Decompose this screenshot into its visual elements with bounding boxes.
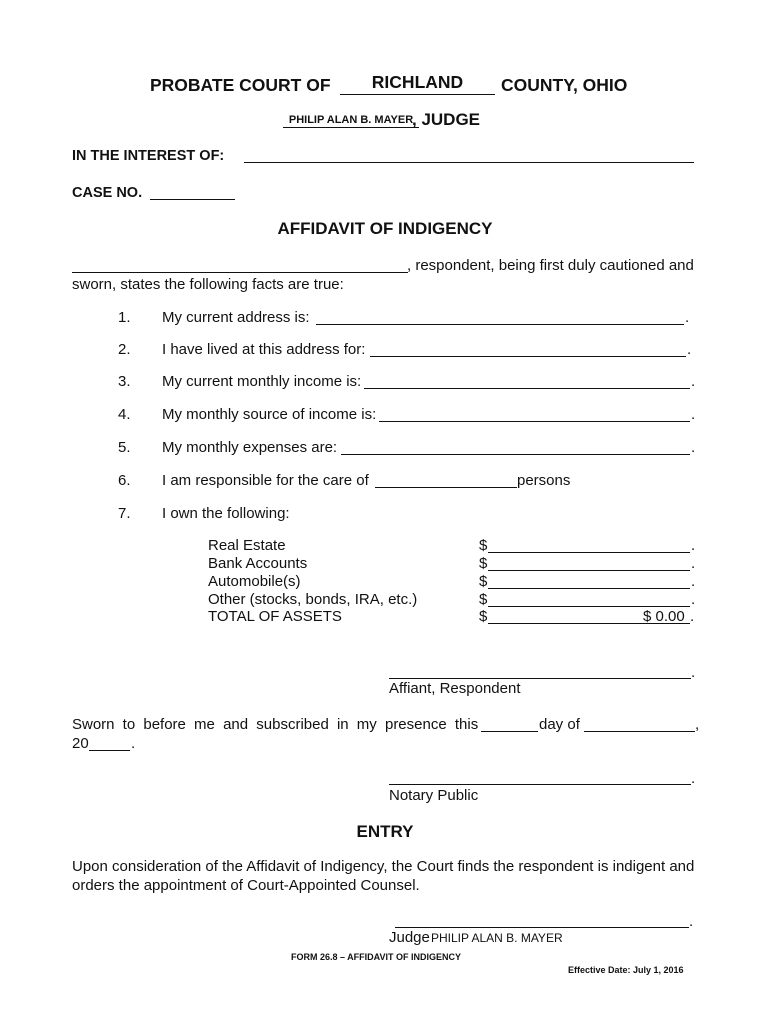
- item-2-end: .: [687, 341, 692, 358]
- asset-other-end: .: [691, 591, 696, 608]
- judge-name-underline: [283, 127, 419, 128]
- case-no-label: CASE NO.: [72, 185, 143, 201]
- form-number: FORM 26.8 – AFFIDAVIT OF INDIGENCY: [291, 952, 462, 962]
- entry-line1: Upon consideration of the Affidavit of Indigency, the Court finds the respondent is indigent and: [72, 858, 695, 875]
- sworn-month-field[interactable]: [584, 731, 695, 732]
- court-prefix: PROBATE COURT OF: [150, 75, 331, 95]
- item-4-end: .: [691, 406, 696, 423]
- affiant-label: Affiant, Respondent: [389, 680, 521, 697]
- notary-end: .: [691, 770, 696, 787]
- judge-suffix: , JUDGE: [412, 110, 481, 129]
- address-duration-field[interactable]: [370, 356, 686, 357]
- asset-bank-currency: $: [479, 555, 488, 572]
- notary-signature-line[interactable]: [389, 784, 691, 785]
- asset-bank-label: Bank Accounts: [208, 555, 308, 572]
- sworn-text: Sworn to before me and subscribed in my presence this: [72, 716, 479, 733]
- bank-accounts-value-field[interactable]: [488, 570, 690, 571]
- affiant-signature-line[interactable]: [389, 678, 691, 679]
- judge-signature-line[interactable]: [395, 927, 689, 928]
- judge-name-field[interactable]: PHILIP ALAN B. MAYER: [288, 114, 414, 126]
- sworn-year-end: .: [131, 735, 136, 752]
- county-underline: [340, 94, 495, 95]
- effective-date: Effective Date: July 1, 2016: [568, 965, 684, 975]
- entry-line2: orders the appointment of Court-Appointed Counsel.: [72, 877, 420, 894]
- item-2-label: I have lived at this address for:: [162, 341, 366, 358]
- asset-other-currency: $: [479, 591, 488, 608]
- asset-real-estate-label: Real Estate: [208, 537, 286, 554]
- automobiles-value-field[interactable]: [488, 588, 690, 589]
- affiant-end: .: [691, 664, 696, 681]
- sworn-year-field[interactable]: [89, 750, 130, 751]
- asset-total-currency: $: [479, 608, 488, 625]
- monthly-income-field[interactable]: [364, 388, 690, 389]
- sworn-day-field[interactable]: [481, 731, 538, 732]
- judge-sig-label: Judge: [389, 929, 430, 946]
- asset-real-estate-end: .: [691, 537, 696, 554]
- item-4-label: My monthly source of income is:: [162, 406, 377, 423]
- notary-label: Notary Public: [389, 787, 479, 804]
- document-title: AFFIDAVIT OF INDIGENCY: [277, 219, 493, 238]
- dependents-count-field[interactable]: [375, 487, 517, 488]
- entry-heading: ENTRY: [356, 822, 414, 841]
- income-source-field[interactable]: [379, 421, 690, 422]
- other-assets-value-field[interactable]: [488, 606, 690, 607]
- item-3-end: .: [691, 373, 696, 390]
- sworn-day-of: day of: [539, 716, 580, 733]
- county-name-field[interactable]: RICHLAND: [371, 72, 464, 92]
- item-6-label: I am responsible for the care of: [162, 472, 369, 489]
- asset-total-end: .: [690, 608, 695, 625]
- item-6-number: 6.: [118, 472, 131, 489]
- item-1-label: My current address is:: [162, 309, 310, 326]
- respondent-name-field[interactable]: [72, 272, 408, 273]
- sworn-year-prefix: 20: [72, 735, 89, 752]
- asset-total-label: TOTAL OF ASSETS: [208, 608, 342, 625]
- asset-auto-label: Automobile(s): [208, 573, 301, 590]
- item-6-tail: persons: [517, 472, 571, 489]
- item-3-number: 3.: [118, 373, 131, 390]
- item-2-number: 2.: [118, 341, 131, 358]
- item-1-number: 1.: [118, 309, 131, 326]
- asset-auto-currency: $: [479, 573, 488, 590]
- item-7-number: 7.: [118, 505, 131, 522]
- item-4-number: 4.: [118, 406, 131, 423]
- item-5-label: My monthly expenses are:: [162, 439, 338, 456]
- item-5-end: .: [691, 439, 696, 456]
- intro-line1: , respondent, being first duly cautioned and: [407, 257, 694, 274]
- asset-auto-end: .: [691, 573, 696, 590]
- judge-sig-name: PHILIP ALAN B. MAYER: [431, 931, 563, 945]
- item-5-number: 5.: [118, 439, 131, 456]
- asset-bank-end: .: [691, 555, 696, 572]
- total-assets-value[interactable]: $ 0.00: [643, 608, 685, 625]
- monthly-expenses-field[interactable]: [341, 454, 690, 455]
- current-address-field[interactable]: [316, 324, 684, 325]
- item-3-label: My current monthly income is:: [162, 373, 362, 390]
- item-7-label: I own the following:: [162, 505, 290, 522]
- intro-line2: sworn, states the following facts are true:: [72, 276, 344, 293]
- item-1-end: .: [685, 309, 690, 326]
- real-estate-value-field[interactable]: [488, 552, 690, 553]
- case-no-field[interactable]: [150, 199, 235, 200]
- interest-label: IN THE INTEREST OF:: [72, 148, 225, 164]
- sworn-comma: ,: [695, 716, 700, 733]
- judge-sig-end: .: [689, 913, 694, 930]
- interest-field[interactable]: [244, 162, 694, 163]
- asset-real-estate-currency: $: [479, 537, 488, 554]
- asset-other-label: Other (stocks, bonds, IRA, etc.): [208, 591, 418, 608]
- court-suffix: COUNTY, OHIO: [501, 75, 628, 95]
